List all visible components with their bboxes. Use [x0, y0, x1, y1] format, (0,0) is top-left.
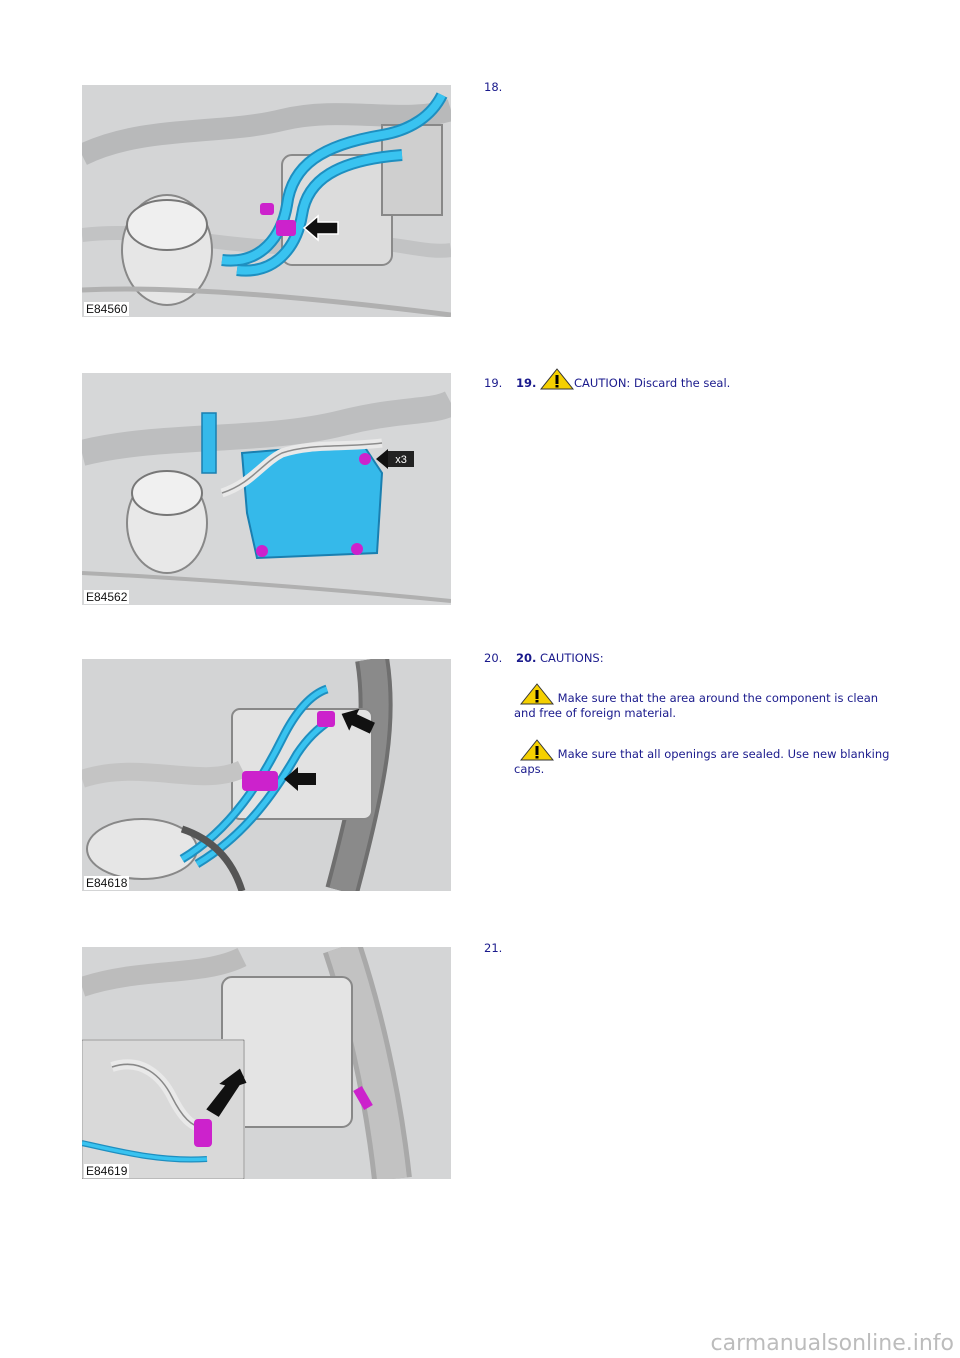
- step-number: 19.: [484, 376, 503, 390]
- warning-triangle-icon: [520, 683, 554, 705]
- cautions-heading: CAUTIONS:: [540, 651, 604, 665]
- figure-e84618: [82, 659, 451, 891]
- step-number-bold: 20.: [516, 651, 537, 665]
- figure-e84560: [82, 85, 451, 317]
- step-instruction: [516, 368, 730, 390]
- figure-code: E84618: [86, 876, 128, 890]
- step-number: 21.: [484, 941, 503, 955]
- caution-text: Make sure that the area around the component is clean and free of foreign material.: [514, 691, 879, 720]
- caution-item: [514, 739, 894, 777]
- warning-triangle-icon: [520, 739, 554, 761]
- watermark: carmanualsonline.info: [710, 1331, 954, 1356]
- step-heading: [516, 651, 604, 665]
- figure-code: E84619: [86, 1164, 128, 1178]
- caution-text: Make sure that all openings are sealed. Use new blanking caps.: [514, 747, 890, 776]
- caution-item: [514, 683, 894, 721]
- engine-illustration: [82, 85, 451, 317]
- engine-illustration: [82, 659, 451, 891]
- step-number: 20.: [484, 651, 503, 665]
- figure-e84619: [82, 947, 451, 1179]
- caution-text: CAUTION: Discard the seal.: [574, 376, 731, 390]
- step-number: 18.: [484, 80, 503, 94]
- figure-e84562: [82, 373, 451, 605]
- step-number-bold: 19.: [516, 376, 537, 390]
- engine-illustration: [82, 373, 451, 605]
- figure-code: E84562: [86, 590, 128, 604]
- figure-code: E84560: [86, 302, 128, 316]
- warning-triangle-icon: [540, 368, 574, 390]
- engine-illustration: [82, 947, 451, 1179]
- callout-label: x3: [395, 454, 407, 466]
